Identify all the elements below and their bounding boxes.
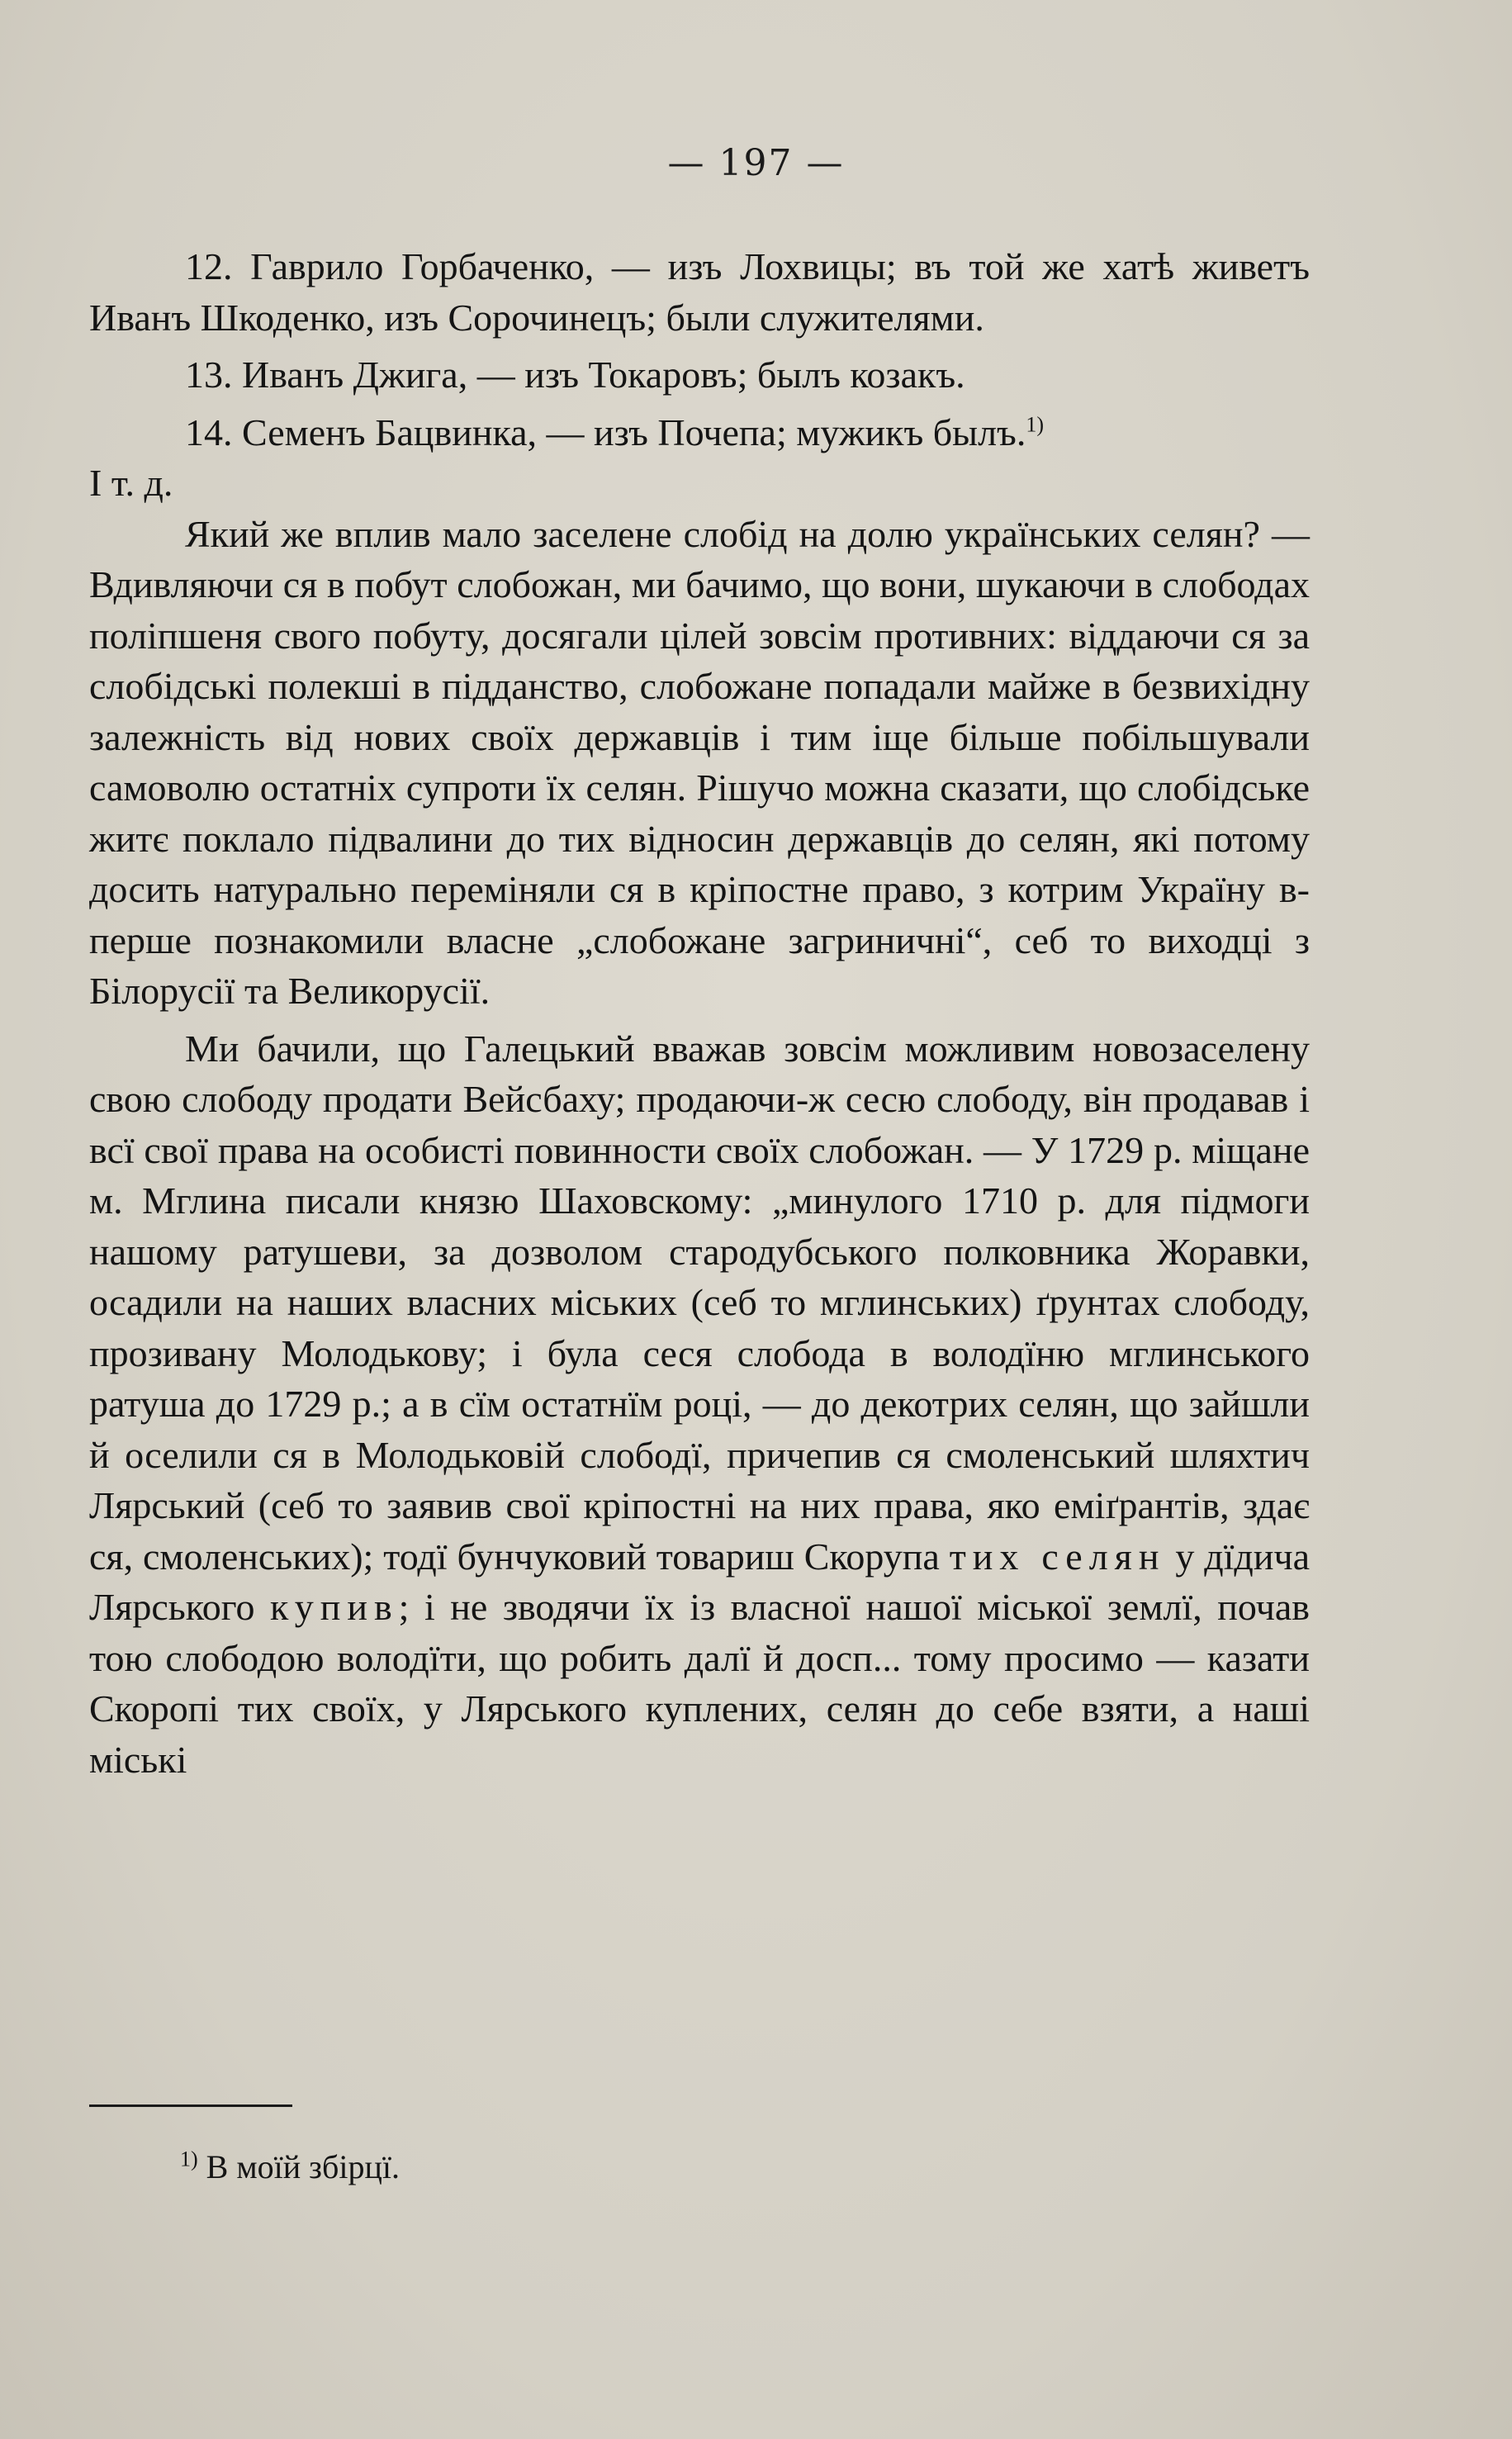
page-number: — 197 — [667, 142, 845, 184]
etcetera-line: І т. д. [89, 462, 173, 504]
paragraph-galecky-part-a: Ми бачили, що Галецький вважав зовсім можливим новозаселену свою слободу продати Вейсбаху; продаючи-ж сесю слободу, він продавав і всї свої права на особисті повинности своїх слобожан. — У 1729 р. міщане м. Мглина писали князю Шаховскому: „минулого 1710 р. для підмоги нашому ратушеви, за дозволом стародубського полковника Жоравки, осадили на наших власних міських (себ то мглинських) ґрунтах слободу, прозивану Молодькову; і була сеся слобода в володїню мглинського ратуша до 1729 р.; а в сїм остатнїм році, — до декотрих селян, що зайшли й оселили ся в Молодьковій слободї, причепив ся смоленський шляхтич Лярський (себ то заявив свої кріпостні на них права, яко еміґрантів, здає ся, смоленських); тодї бунчуковий товариш Скорупа [89, 1027, 1310, 1578]
paragraph-galecky [89, 1023, 1310, 1786]
list-item-14-text: 14. Семенъ Бацвинка, — изъ Почепа; мужикъ былъ. [185, 410, 1026, 453]
footnote [180, 2147, 400, 2186]
spaced-emphasis-2: купив [270, 1586, 399, 1628]
footnote-mark: 1) [180, 2147, 198, 2171]
spaced-emphasis-1: тих селян [949, 1535, 1166, 1578]
paragraph-influence: Який же вплив мало заселене слобід на долю українських селян? — Вдивляючи ся в побут слобожан, ми бачимо, що вони, шукаючи в слободах поліпшеня свого побуту, досягали цілей зовсім противних: віддаючи ся за слобідські полекші в підданство, слобожане попадали майже в безвихідну залежність від нових своїх державців і тим іще більше побільшували самоволю остатніх супроти їх селян. Рішучо можна сказати, що слобідське житє поклало підвалини до тих відносин державців до селян, які потому досить натурально переміняли ся в кріпостне право, з котрим Україну в-перше познакомили власне „слобожане загриничні“, себ то виходці з Білорусії та Великорусії. [89, 512, 1310, 1012]
list-item-13: 13. Иванъ Джига, — изъ Токаровъ; былъ козакъ. [185, 354, 965, 396]
footnote-text: В моїй збірцї. [206, 2148, 400, 2185]
paragraph-galecky-part-b: у дїдича Лярського [89, 1535, 1310, 1628]
paragraph-galecky-part-c: ; і не зводячи їх із власної нашої міської землї, почав тою слободою володїти, що робить далї й досп... тому просимо — казати Скоропі тих своїх, у Лярського куплених, селян до себе взяти, а наші міські [89, 1586, 1310, 1781]
body-text [89, 241, 1310, 1785]
list-item-14 [89, 407, 1310, 458]
list-item-12: 12. Гаврило Горбаченко, — изъ Лохвицы; въ той же хатѣ живетъ Иванъ Шкоденко, изъ Сорочинецъ; были служителями. [89, 245, 1310, 339]
footnote-divider [89, 2104, 292, 2107]
footnote-reference: 1) [1026, 412, 1045, 437]
